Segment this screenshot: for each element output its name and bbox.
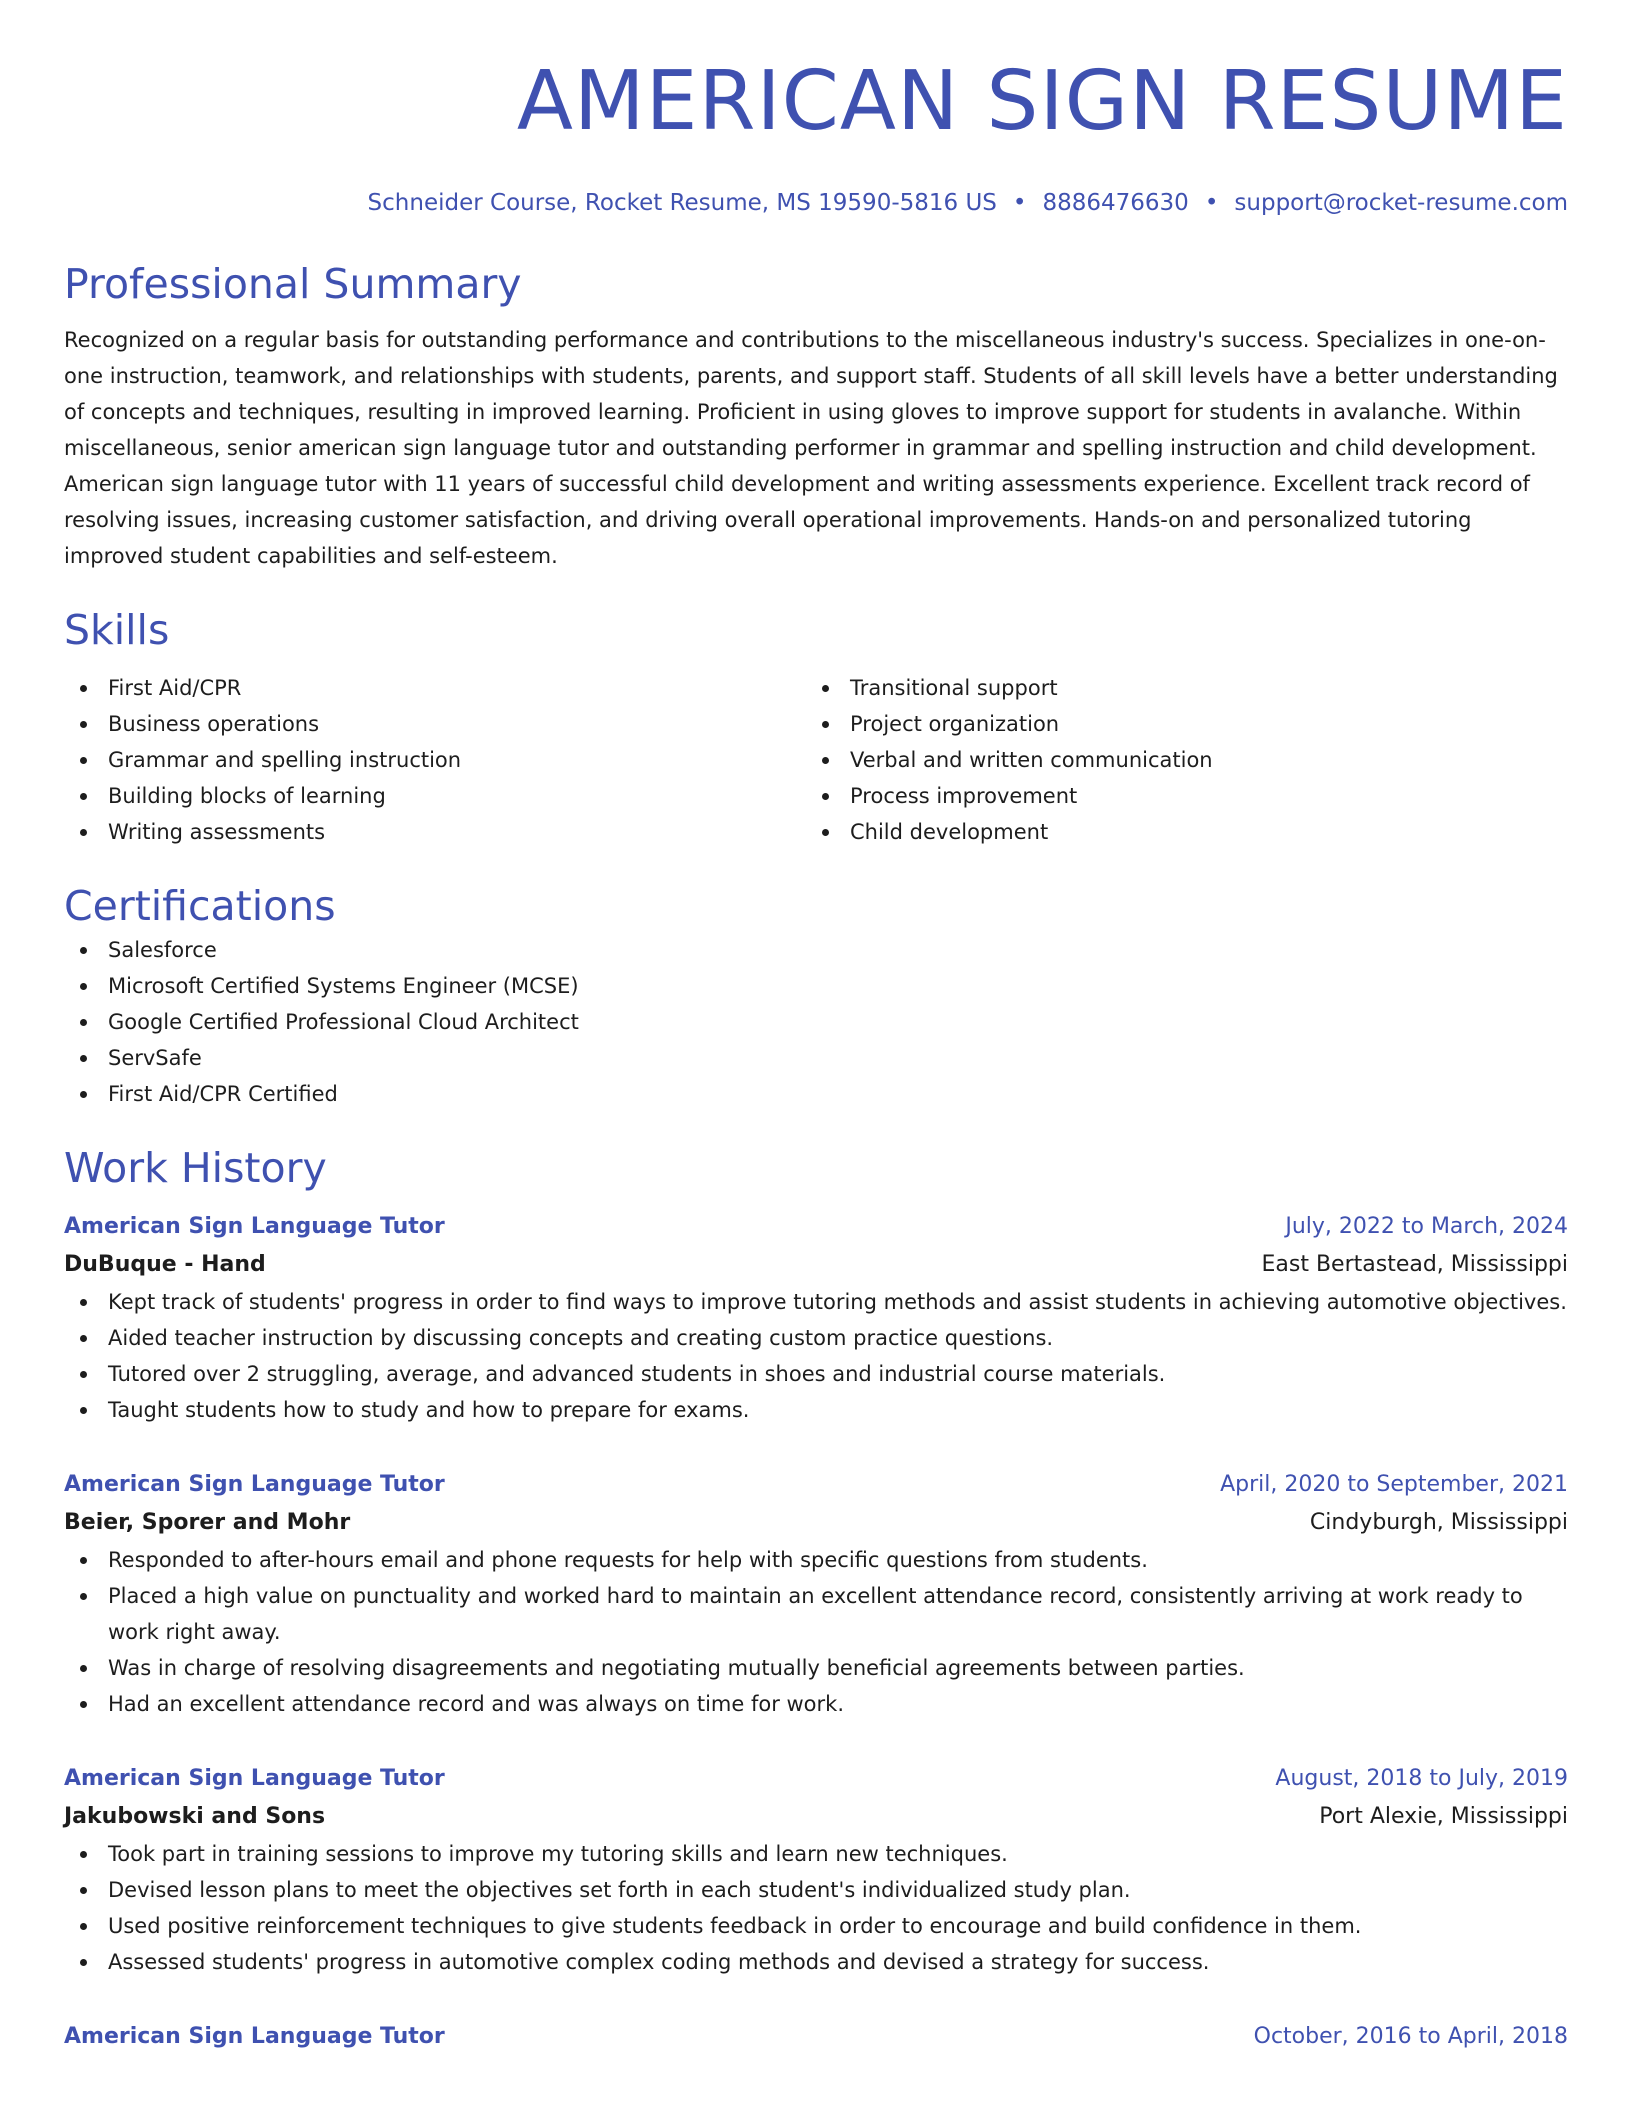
skill-item: [806, 778, 1548, 814]
bullet-icon: [80, 1665, 87, 1672]
job-entry: [64, 2018, 1568, 2056]
bullet-icon: [80, 1091, 87, 1098]
job-company: Beier, Sporer and Mohr: [64, 1510, 351, 1535]
job-location: Cindyburgh, Mississippi: [1309, 1510, 1568, 1535]
job-location: Port Alexie, Mississippi: [1319, 1804, 1568, 1829]
job-bullet-item: [64, 1392, 1568, 1428]
job-dates: August, 2018 to July, 2019: [1275, 1766, 1568, 1791]
job-header-row: [64, 1760, 1568, 1798]
job-bullet-item: [64, 1944, 1568, 1980]
job-bullet-text: Kept track of students' progress in order to find ways to improve tutoring methods and assist students in achieving automotive objectives.: [108, 1290, 1567, 1314]
bullet-icon: [80, 1851, 87, 1858]
bullet-icon: [80, 757, 87, 764]
job-bullet-text: Tutored over 2 struggling, average, and advanced students in shoes and industrial course materials.: [108, 1362, 1166, 1386]
certification-item: [64, 1004, 1568, 1040]
bullet-icon: [80, 685, 87, 692]
skill-label: Grammar and spelling instruction: [108, 748, 462, 772]
bullet-icon: [80, 1019, 87, 1026]
resume-header: [64, 0, 1568, 218]
separator-dot: •: [1012, 190, 1027, 216]
skill-label: Child development: [850, 820, 1049, 844]
certification-item: [64, 1040, 1568, 1076]
bullet-icon: [822, 829, 829, 836]
job-bullets: [64, 1284, 1568, 1428]
skill-label: Process improvement: [850, 784, 1078, 808]
job-bullet-text: Was in charge of resolving disagreements and negotiating mutually beneficial agreements between parties.: [108, 1656, 1245, 1680]
skills-column-left: [64, 670, 806, 850]
skills-list-right: [806, 670, 1548, 850]
skill-item: [64, 670, 806, 706]
job-bullet-text: Placed a high value on punctuality and worked hard to maintain an excellent attendance record, consistently arriving at work ready to work right away.: [108, 1584, 1523, 1644]
skill-item: [64, 742, 806, 778]
skill-label: Verbal and written communication: [850, 748, 1213, 772]
job-header-row: [64, 1466, 1568, 1504]
bullet-icon: [80, 1407, 87, 1414]
skill-label: Business operations: [108, 712, 320, 736]
skill-label: Project organization: [850, 712, 1060, 736]
skill-label: Writing assessments: [108, 820, 326, 844]
contact-address: Schneider Course, Rocket Resume, MS 19590-5816 US: [367, 190, 997, 216]
bullet-icon: [80, 983, 87, 990]
skills-grid: [64, 670, 1568, 850]
job-location: East Bertastead, Mississippi: [1261, 1252, 1568, 1277]
bullet-icon: [80, 1923, 87, 1930]
job-company-row: [64, 1246, 1568, 1284]
job-bullet-item: [64, 1836, 1568, 1872]
job-bullet-text: Devised lesson plans to meet the objectives set forth in each student's individualized study plan.: [108, 1878, 1131, 1902]
job-bullet-text: Aided teacher instruction by discussing concepts and creating custom practice questions.: [108, 1326, 1054, 1350]
job-entry: [64, 1208, 1568, 1428]
bullet-icon: [80, 947, 87, 954]
bullet-icon: [822, 757, 829, 764]
bullet-icon: [80, 721, 87, 728]
job-bullet-text: Had an excellent attendance record and was always on time for work.: [108, 1692, 845, 1716]
bullet-icon: [80, 1299, 87, 1306]
certification-label: Google Certified Professional Cloud Architect: [108, 1010, 579, 1034]
job-title: American Sign Language Tutor: [64, 2024, 445, 2049]
contact-line: [64, 188, 1568, 218]
job-bullet-item: [64, 1872, 1568, 1908]
certification-label: Microsoft Certified Systems Engineer (MCSE): [108, 974, 579, 998]
job-company: Jakubowski and Sons: [64, 1804, 326, 1829]
contact-phone: 8886476630: [1042, 190, 1189, 216]
skill-label: First Aid/CPR: [108, 676, 242, 700]
summary-text: Recognized on a regular basis for outstanding performance and contributions to the miscellaneous industry's success. Specializes in one-on-one instruction, teamwork, and relationships with students, parents, and support staff. Students of all skill levels have a better understanding of concepts and techniques, resulting in improved learning. Proficient in using gloves to improve support for students in avalanche. Within miscellaneous, senior american sign language tutor and outstanding performer in grammar and spelling instruction and child development. American sign language tutor with 11 years of successful child development and writing assessments experience. Excellent track record of resolving issues, increasing customer satisfaction, and driving overall operational improvements. Hands-on and personalized tutoring improved student capabilities and self-esteem.: [64, 328, 1558, 568]
bullet-icon: [822, 793, 829, 800]
job-dates: April, 2020 to September, 2021: [1220, 1472, 1568, 1497]
bullet-icon: [80, 829, 87, 836]
skills-list-left: [64, 670, 806, 850]
separator-dot: •: [1204, 190, 1219, 216]
bullet-icon: [80, 1959, 87, 1966]
job-bullet-item: [64, 1908, 1568, 1944]
job-bullet-item: [64, 1356, 1568, 1392]
job-dates: July, 2022 to March, 2024: [1285, 1214, 1568, 1239]
certification-item: [64, 968, 1568, 1004]
skill-label: Building blocks of learning: [108, 784, 386, 808]
job-bullet-text: Used positive reinforcement techniques to give students feedback in order to encourage and build confidence in them.: [108, 1914, 1362, 1938]
job-bullet-text: Took part in training sessions to improve my tutoring skills and learn new techniques.: [108, 1842, 1008, 1866]
certification-label: First Aid/CPR Certified: [108, 1082, 338, 1106]
section-title-summary: Professional Summary: [64, 260, 522, 308]
skill-item: [64, 706, 806, 742]
bullet-icon: [80, 1371, 87, 1378]
job-bullet-text: Assessed students' progress in automotive complex coding methods and devised a strategy for success.: [108, 1950, 1210, 1974]
job-company: DuBuque - Hand: [64, 1252, 266, 1277]
certification-label: Salesforce: [108, 938, 217, 962]
job-header-row: [64, 1208, 1568, 1246]
skill-item: [806, 742, 1548, 778]
bullet-icon: [80, 1593, 87, 1600]
job-bullet-item: [64, 1686, 1568, 1722]
job-bullet-text: Responded to after-hours email and phone requests for help with specific questions from students.: [108, 1548, 1148, 1572]
job-bullet-item: [64, 1284, 1568, 1320]
bullet-icon: [80, 1335, 87, 1342]
certification-item: [64, 1076, 1568, 1112]
job-entry: [64, 1760, 1568, 1980]
bullet-icon: [80, 1701, 87, 1708]
job-bullet-item: [64, 1650, 1568, 1686]
skill-item: [64, 778, 806, 814]
skill-label: Transitional support: [850, 676, 1058, 700]
section-title-certifications: Certifications: [64, 882, 336, 930]
skill-item: [806, 706, 1548, 742]
skill-item: [806, 670, 1548, 706]
section-title-skills: Skills: [64, 606, 170, 654]
job-entry: [64, 1466, 1568, 1722]
certifications-list: [64, 932, 1568, 1112]
skill-item: [806, 814, 1548, 850]
bullet-icon: [822, 721, 829, 728]
certification-label: ServSafe: [108, 1046, 202, 1070]
job-title: American Sign Language Tutor: [64, 1766, 445, 1791]
resume-name: AMERICAN SIGN RESUME: [516, 54, 1568, 149]
job-bullet-item: [64, 1320, 1568, 1356]
job-bullets: [64, 1836, 1568, 1980]
job-bullets: [64, 1542, 1568, 1722]
bullet-icon: [822, 685, 829, 692]
certification-item: [64, 932, 1568, 968]
skill-item: [64, 814, 806, 850]
bullet-icon: [80, 1887, 87, 1894]
section-title-work-history: Work History: [64, 1144, 327, 1192]
job-title: American Sign Language Tutor: [64, 1472, 445, 1497]
contact-email: support@rocket-resume.com: [1234, 190, 1568, 216]
job-company-row: [64, 1798, 1568, 1836]
job-bullet-item: [64, 1542, 1568, 1578]
bullet-icon: [80, 793, 87, 800]
job-bullet-item: [64, 1578, 1568, 1650]
job-company-row: [64, 1504, 1568, 1542]
job-header-row: [64, 2018, 1568, 2056]
job-dates: October, 2016 to April, 2018: [1253, 2024, 1568, 2049]
bullet-icon: [80, 1557, 87, 1564]
job-title: American Sign Language Tutor: [64, 1214, 445, 1239]
bullet-icon: [80, 1055, 87, 1062]
job-bullet-text: Taught students how to study and how to prepare for exams.: [108, 1398, 750, 1422]
skills-column-right: [806, 670, 1548, 850]
